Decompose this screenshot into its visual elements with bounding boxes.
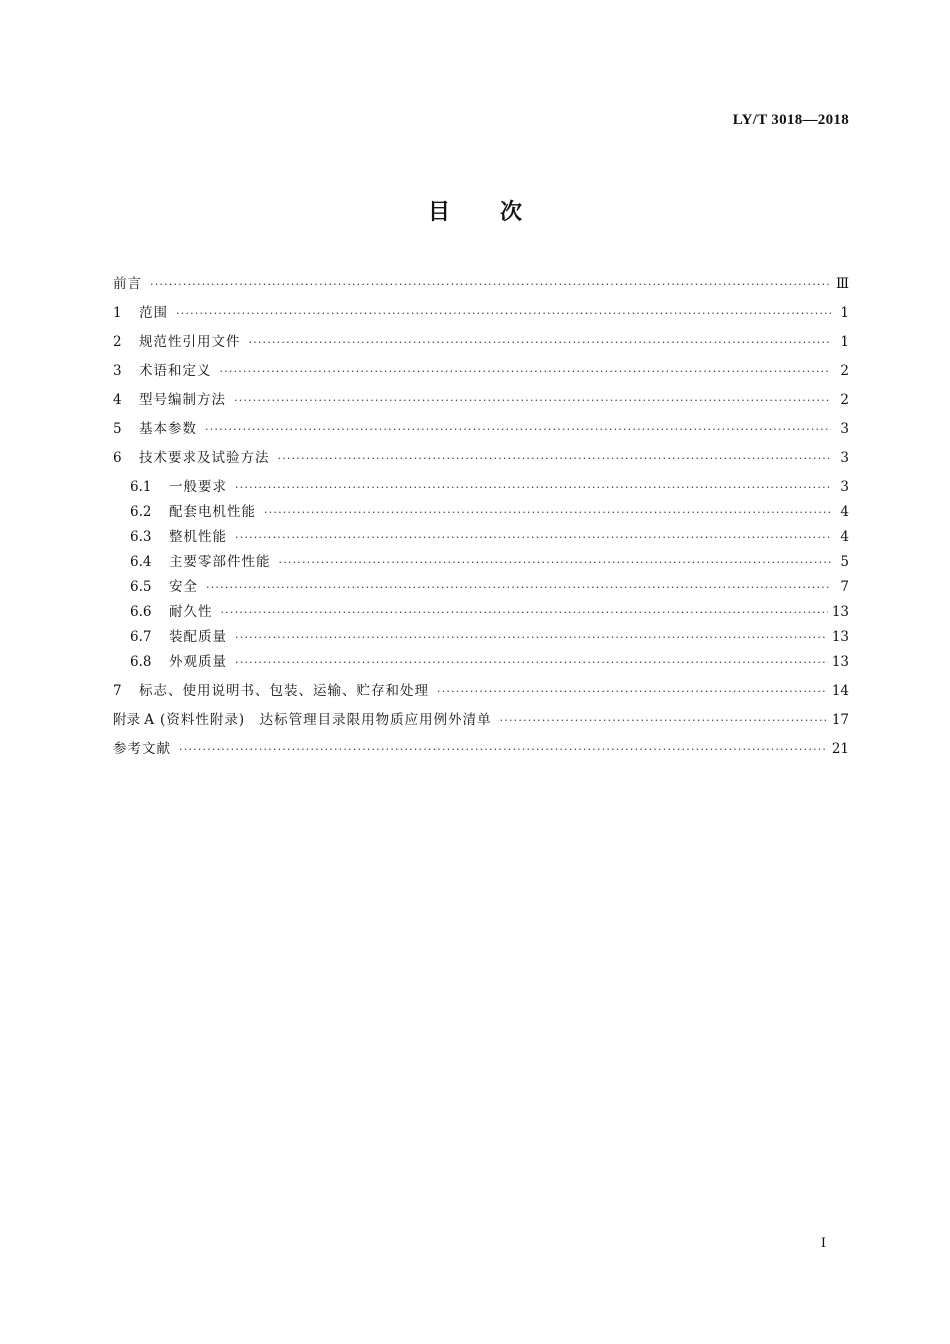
toc-entry-page: 21 [831,741,849,757]
toc-entry-text: 整机性能 [169,529,227,545]
toc-entry-page: 13 [831,629,849,645]
toc-entry-page: 3 [840,479,849,495]
toc-entry-number: 1 [113,305,122,321]
toc-entry-page: 14 [831,683,849,699]
toc-entry-text: 基本参数 [139,421,197,437]
toc-entry-page: 13 [831,604,849,620]
toc-entry-number: 6.3 [130,529,152,545]
toc-leader-dots [279,552,832,574]
toc-entry-number: 附录 A [113,712,155,728]
toc-leader-dots [179,739,828,761]
toc-entry-6-3[interactable] [113,526,849,551]
toc-leader-dots [235,527,831,549]
toc-entry-number: 6.7 [130,629,152,645]
toc-entry-text: 一般要求 [169,479,227,495]
toc-entry-page: 3 [840,450,849,466]
toc-entry-2[interactable] [113,331,849,360]
toc-entry-text: 外观质量 [169,654,227,670]
toc-leader-dots [500,710,828,732]
toc-entry-text: 型号编制方法 [139,392,226,408]
toc-entry-number: 6.1 [130,479,152,495]
toc-entry-page: 2 [840,392,849,408]
toc-entry-text: 术语和定义 [139,363,212,379]
toc-entry-6-6[interactable] [113,601,849,626]
toc-leader-dots [221,602,828,624]
toc-entry-6-4[interactable] [113,551,849,576]
toc-entry-number: 4 [113,392,122,408]
toc-entry-appendix-a[interactable] [113,709,849,738]
toc-entry-number: 2 [113,334,122,350]
toc-entry-6-1[interactable] [113,476,849,501]
toc-leader-dots [249,332,832,354]
toc-entry-text: 规范性引用文件 [139,334,241,350]
standard-number: LY/T 3018—2018 [732,112,849,128]
toc-entry-foreword[interactable] [113,273,849,302]
toc-entry-text: 前言 [113,276,142,292]
toc-entry-number: 6.2 [130,504,152,520]
toc-entry-text: 耐久性 [169,604,213,620]
toc-entry-6-2[interactable] [113,501,849,526]
toc-entry-6-7[interactable] [113,626,849,651]
toc-entry-page: 7 [840,579,849,595]
toc-entry-6-8[interactable] [113,651,849,676]
toc-entry-number: 3 [113,363,122,379]
toc-entry-page: 1 [840,305,849,321]
toc-entry-1[interactable] [113,302,849,331]
toc-leader-dots [234,390,831,412]
toc-entry-text: 装配质量 [169,629,227,645]
toc-entry-text: 安全 [169,579,198,595]
toc-leader-dots [206,577,831,599]
toc-entry-6-5[interactable] [113,576,849,601]
toc-leader-dots [235,477,831,499]
toc-entry-3[interactable] [113,360,849,389]
toc-leader-dots [235,652,828,674]
toc-entry-text: (资料性附录) 达标管理目录限用物质应用例外清单 [160,712,492,728]
toc-entry-6[interactable] [113,447,849,476]
toc-leader-dots [437,681,828,703]
toc-entry-page: 1 [840,334,849,350]
toc-entry-page: Ⅲ [835,276,849,292]
toc-entry-page: 3 [840,421,849,437]
table-of-contents [113,273,849,767]
toc-entry-number: 7 [113,683,122,699]
toc-entry-text: 范围 [139,305,168,321]
toc-entry-page: 13 [831,654,849,670]
toc-leader-dots [205,419,831,441]
toc-entry-references[interactable] [113,738,849,767]
toc-entry-page: 5 [840,554,849,570]
toc-entry-number: 6.8 [130,654,152,670]
toc-entry-text: 参考文献 [113,741,171,757]
toc-entry-text: 配套电机性能 [169,504,256,520]
toc-entry-7[interactable] [113,680,849,709]
toc-entry-page: 4 [840,504,849,520]
toc-leader-dots [278,448,832,470]
page-title: 目次 [427,200,572,225]
toc-entry-number: 6.6 [130,604,152,620]
toc-entry-number: 6.4 [130,554,152,570]
toc-entry-5[interactable] [113,418,849,447]
toc-entry-page: 17 [831,712,849,728]
toc-leader-dots [235,627,828,649]
toc-leader-dots [150,274,831,296]
toc-entry-4[interactable] [113,389,849,418]
toc-entry-text: 技术要求及试验方法 [139,450,270,466]
toc-entry-text: 标志、使用说明书、包装、运输、贮存和处理 [139,683,429,699]
toc-entry-number: 6 [113,450,122,466]
page-number: Ⅰ [820,1236,826,1251]
toc-leader-dots [264,502,831,524]
toc-leader-dots [176,303,831,325]
toc-entry-text: 主要零部件性能 [169,554,271,570]
toc-entry-page: 2 [840,363,849,379]
toc-entry-page: 4 [840,529,849,545]
toc-entry-number: 5 [113,421,122,437]
toc-entry-number: 6.5 [130,579,152,595]
toc-leader-dots [220,361,832,383]
